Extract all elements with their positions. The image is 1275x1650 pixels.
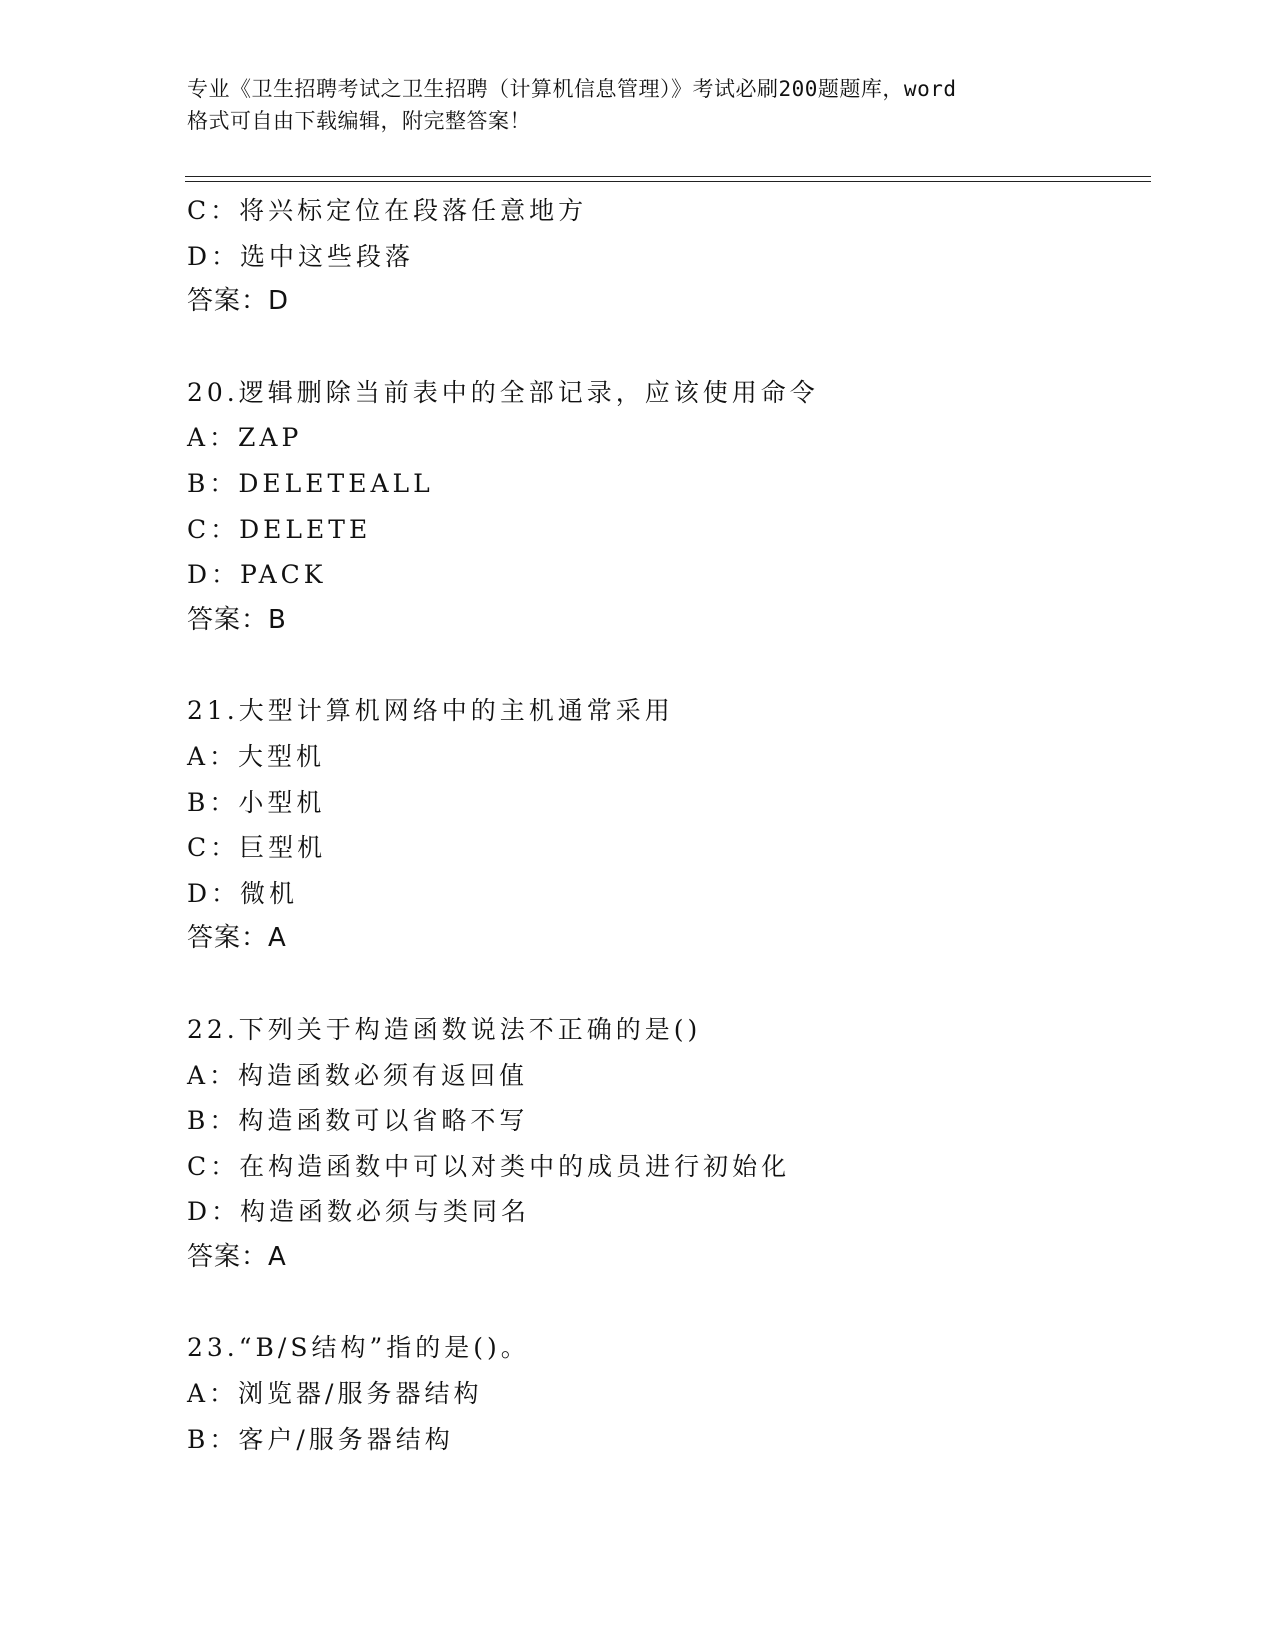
question-gap	[187, 643, 1147, 688]
question-gap	[187, 962, 1147, 1007]
header-line-1: 专业《卫生招聘考试之卫生招聘（计算机信息管理）》考试必刷200题题库，word	[187, 77, 957, 101]
answer-option: A：构造函数必须有返回值	[187, 1060, 529, 1090]
answer-option: C：巨型机	[187, 833, 327, 863]
answer-option: A：大型机	[187, 741, 326, 771]
answer-option: A：浏览器/服务器结构	[187, 1379, 483, 1409]
answer-line: 答案：B	[187, 604, 287, 635]
answer-option: B：DELETEALL	[187, 468, 434, 498]
header-rule-bottom	[185, 181, 1151, 182]
question-stem: 20.逻辑删除当前表中的全部记录，应该使用命令	[187, 377, 819, 407]
answer-option: A：ZAP	[187, 423, 303, 453]
answer-option: B：客户/服务器结构	[187, 1424, 454, 1454]
document-header	[187, 73, 1087, 137]
answer-option: D：PACK	[187, 560, 327, 590]
answer-option: B：构造函数可以省略不写	[187, 1106, 529, 1136]
answer-option: D：选中这些段落	[187, 241, 415, 271]
question-list	[187, 188, 1147, 1462]
question-gap	[187, 325, 1147, 370]
question-stem: 21.大型计算机网络中的主机通常采用	[187, 696, 674, 726]
answer-line: 答案：D	[187, 286, 290, 317]
answer-option: C：DELETE	[187, 514, 372, 544]
answer-option: C：将兴标定位在段落任意地方	[187, 196, 588, 225]
answer-option: D：微机	[187, 878, 299, 908]
answer-line: 答案：A	[187, 1241, 287, 1272]
answer-option: C：在构造函数中可以对类中的成员进行初始化	[187, 1151, 791, 1181]
question-gap	[187, 1280, 1147, 1325]
answer-line: 答案：A	[187, 923, 287, 954]
question-stem: 22.下列关于构造函数说法不正确的是()	[187, 1014, 702, 1044]
answer-option: D：构造函数必须与类同名	[187, 1197, 531, 1227]
answer-option: B：小型机	[187, 787, 326, 817]
header-line-2: 格式可自由下载编辑，附完整答案！	[187, 109, 531, 133]
header-rule-top	[185, 176, 1151, 177]
question-stem: 23.“B/S结构”指的是()。	[187, 1333, 530, 1363]
